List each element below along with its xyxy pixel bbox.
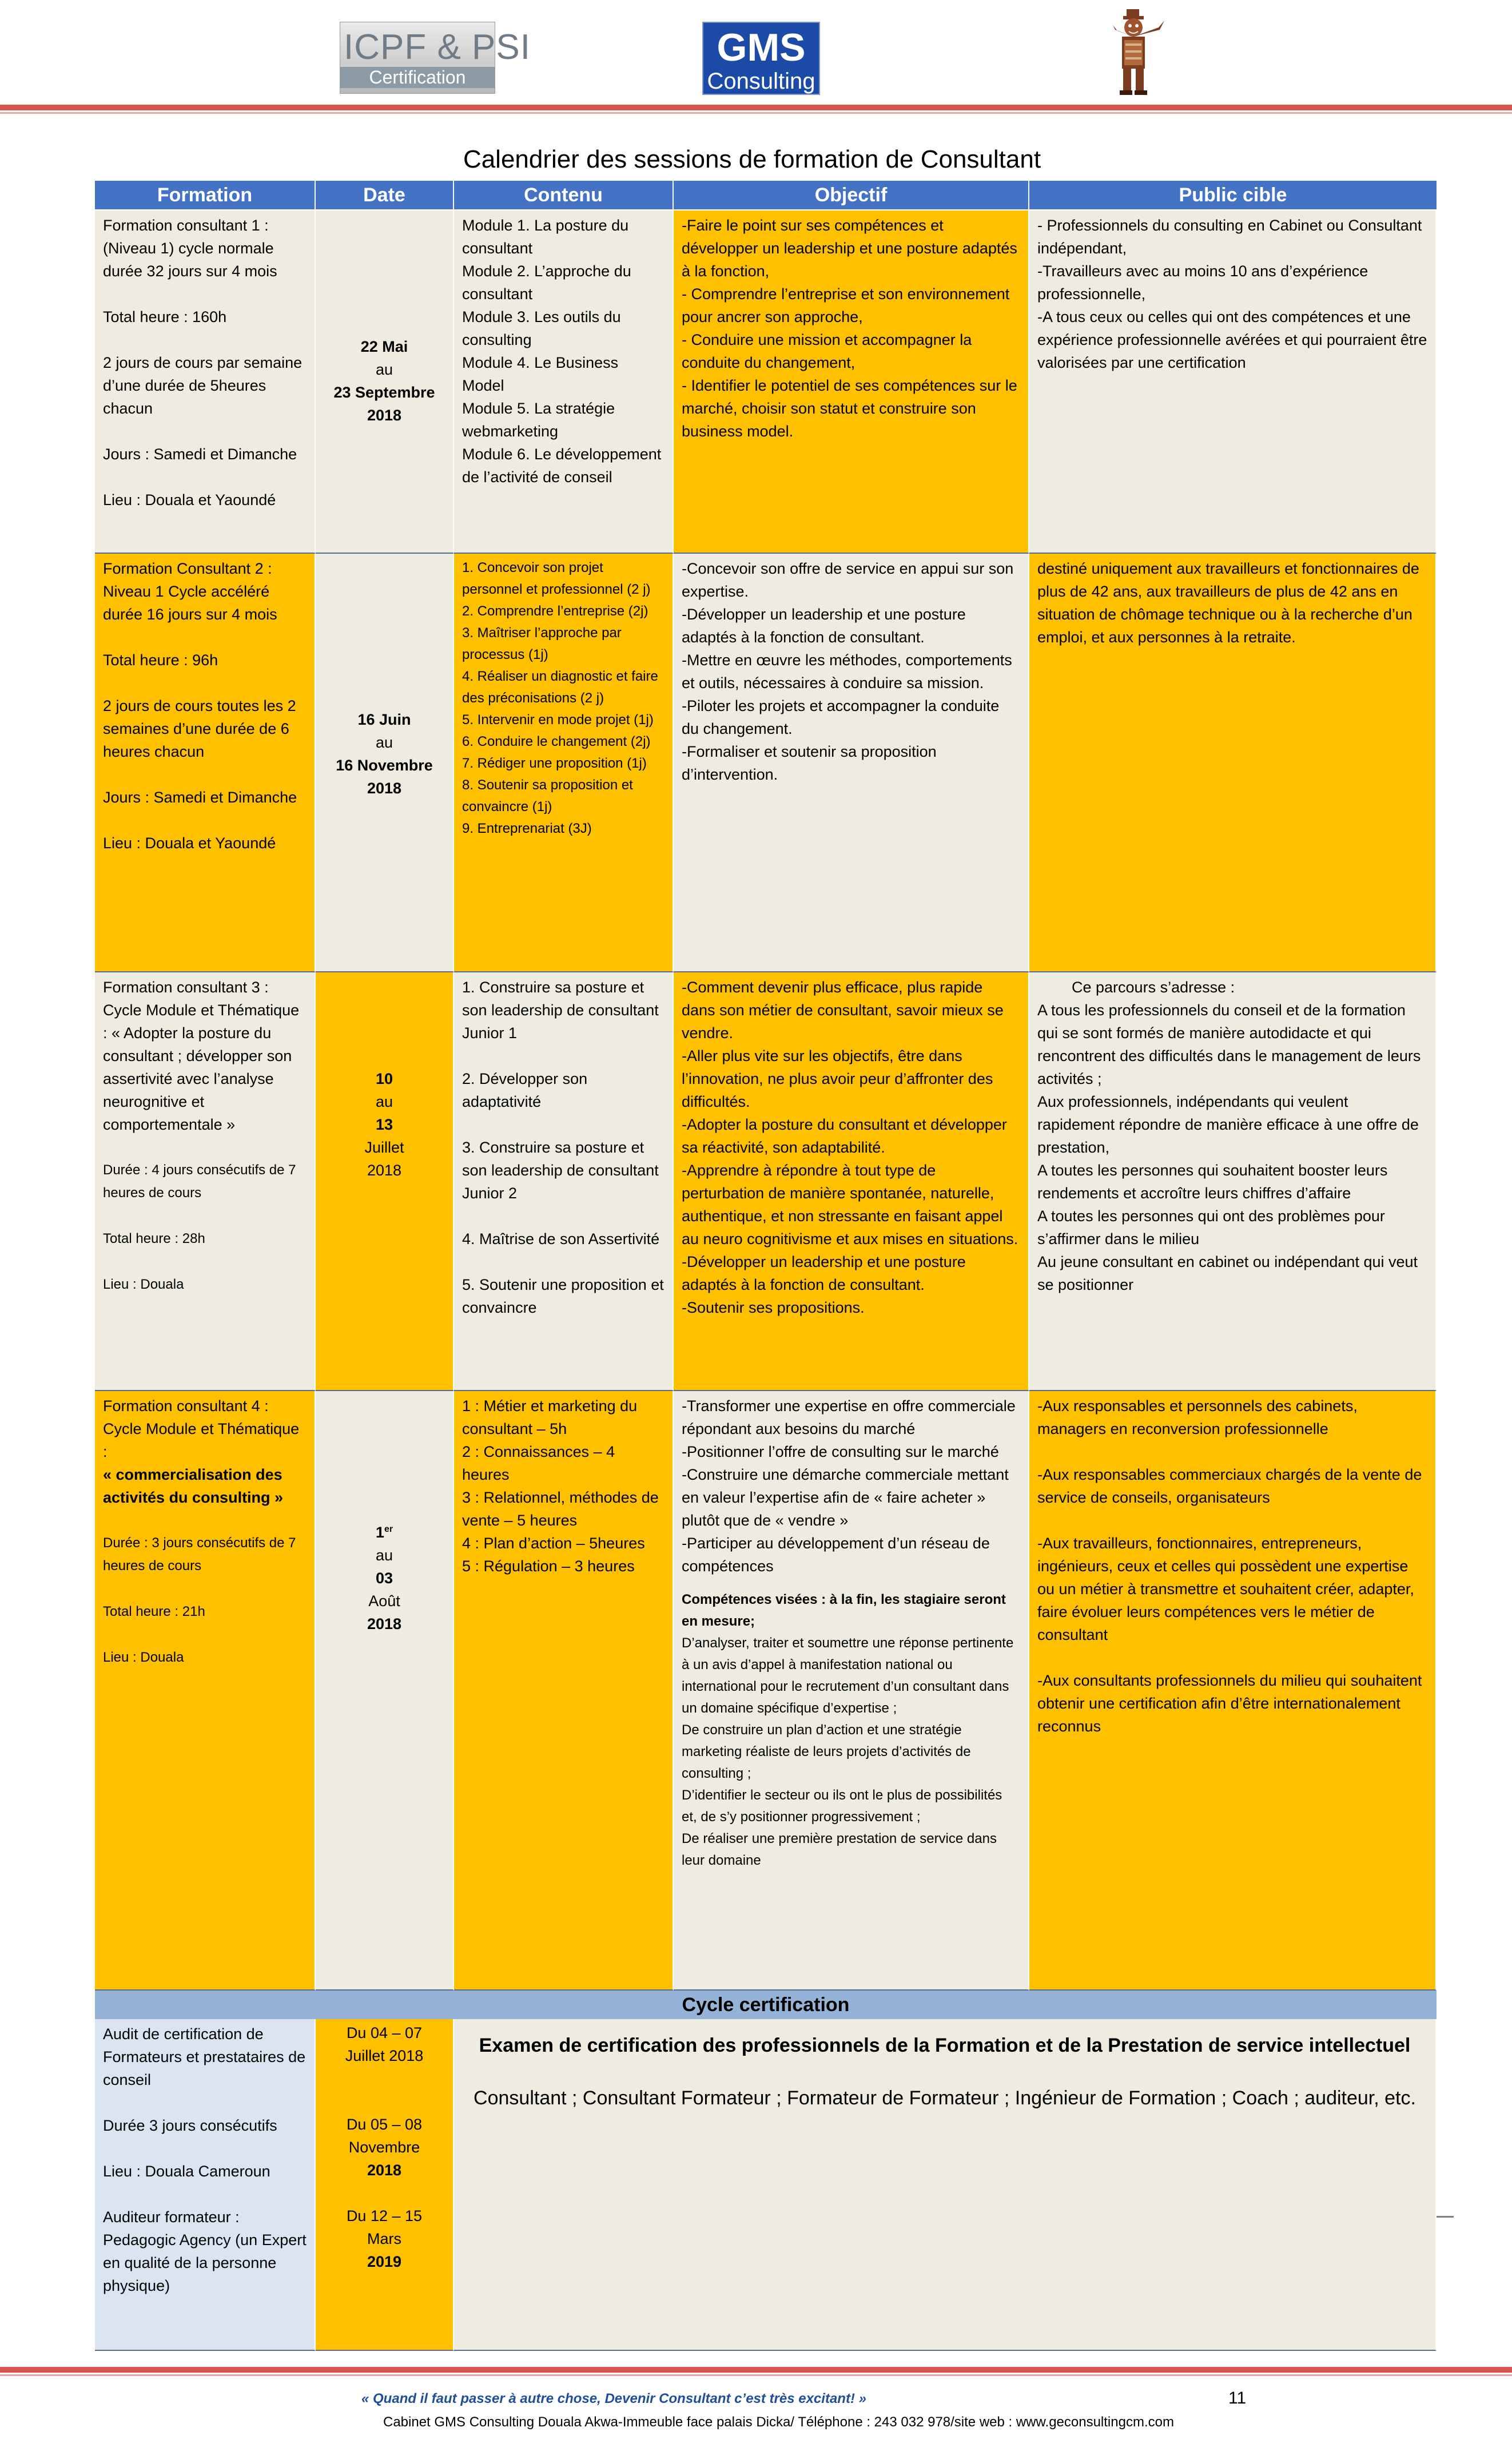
row4-module-1: 1 : Métier et marketing du consultant – 5h — [462, 1397, 638, 1437]
cycle-dates — [316, 2019, 454, 2351]
row1-formation-desc: Formation consultant 1 : (Niveau 1) cycle normale durée 32 jours sur 4 mois — [103, 217, 277, 280]
row2-objectif-5: -Formaliser et soutenir sa proposition d’intervention. — [682, 743, 937, 783]
col-header-contenu: Contenu — [454, 181, 674, 209]
row4-contenu — [454, 1391, 674, 1991]
row2-date-year: 2018 — [367, 780, 402, 797]
row1-date-end: 23 Septembre — [333, 384, 435, 401]
row4-objectif-4: -Participer au développement d’un réseau de compétences — [682, 1535, 990, 1575]
cycle-certification-band: Cycle certification — [95, 1991, 1437, 2019]
row2-objectif — [674, 554, 1029, 972]
row1-objectif-3: - Conduire une mission et accompagner la conduite du changement, — [682, 331, 972, 371]
row2-schedule: 2 jours de cours toutes les 2 semaines d’une durée de 6 heures chacun — [103, 697, 296, 760]
row4-date-au: au — [375, 1547, 393, 1564]
row3-public-2: Aux professionnels, indépendants qui veulent rapidement répondre de manière efficace à une offre de prestation, — [1037, 1093, 1419, 1156]
col-header-formation: Formation — [95, 181, 316, 209]
gms-logo-text: GMS — [717, 26, 806, 69]
row3-module-5: 5. Soutenir une proposition et convaincre — [462, 1276, 664, 1316]
footer-quote: « Quand il faut passer à autre chose, Devenir Consultant c’est très excitant! » — [361, 2391, 866, 2406]
row3-public-3: A toutes les personnes qui souhaitent booster leurs rendements et accroître leurs chiffres d’affaire — [1037, 1162, 1388, 1202]
row4-module-3: 3 : Relationnel, méthodes de vente – 5 heures — [462, 1489, 659, 1529]
row2-module-5: 5. Intervenir en mode projet (1j) — [462, 712, 654, 728]
row1-location: Lieu : Douala et Yaoundé — [103, 491, 276, 509]
header-rule — [0, 105, 1512, 110]
cycle-date-2-range: Du 05 – 08 — [346, 2116, 423, 2133]
row4-total-hours: Total heure : 21h — [103, 1604, 205, 1619]
row4-module-5: 5 : Régulation – 3 heures — [462, 1558, 635, 1575]
row3-public — [1029, 972, 1437, 1391]
row4-objectif — [674, 1391, 1029, 1991]
row4-public-3: -Aux travailleurs, fonctionnaires, entrepreneurs, ingénieurs, ceux et celles qui possèdent une expertise ou un métier à transmettre et souhaitent créer, adapter, faire évoluer leurs compétences vers le métier de consultant — [1037, 1535, 1414, 1643]
header-rule-thin — [0, 112, 1512, 114]
row1-public-1: - Professionnels du consulting en Cabinet ou Consultant indépendant, — [1037, 217, 1422, 257]
row4-public-4: -Aux consultants professionnels du milieu qui souhaitent obtenir une certification afin d’être internationalement reconnus — [1037, 1672, 1422, 1735]
cycle-date-3-range: Du 12 – 15 — [346, 2207, 423, 2224]
row1-module-3: Module 3. Les outils du consulting — [462, 308, 621, 348]
row2-date-au: au — [375, 734, 393, 751]
row1-objectif-1: -Faire le point sur ses compétences et développer un leadership et une posture adaptés à la fonction, — [682, 217, 1017, 280]
icpf-logo-subtext: Certification — [340, 67, 495, 88]
row2-module-3: 3. Maîtriser l’approche par processus (1j) — [462, 625, 622, 662]
row2-objectif-1: -Concevoir son offre de service en appui sur son expertise. — [682, 560, 1014, 600]
row1-date-au: au — [375, 361, 393, 378]
row1-total-hours: Total heure : 160h — [103, 308, 227, 325]
row2-formation — [95, 554, 316, 972]
cycle-date-3-year: 2019 — [367, 2253, 402, 2270]
row1-module-4: Module 4. Le Business Model — [462, 354, 619, 394]
row2-days: Jours : Samedi et Dimanche — [103, 789, 297, 806]
header-logos — [0, 0, 1512, 106]
row3-date-au: au — [375, 1093, 393, 1110]
row2-public — [1029, 554, 1437, 972]
row1-schedule: 2 jours de cours par semaine d’une durée de 5heures chacun — [103, 354, 303, 417]
row3-public-5: Au jeune consultant en cabinet ou indépendant qui veut se positionner — [1037, 1253, 1418, 1293]
cycle-date-3-month: Mars — [367, 2230, 401, 2247]
row4-public-2: -Aux responsables commerciaux chargés de la vente de service de conseils, organisateurs — [1037, 1466, 1422, 1506]
cycle-exam — [454, 2019, 1437, 2351]
gms-logo-subtext: Consulting — [707, 69, 815, 94]
row4-objectif-3: -Construire une démarche commerciale mettant en valeur l’expertise afin de « faire acheter » plutôt que de « vendre » — [682, 1466, 1009, 1529]
cycle-exam-title: Examen de certification des professionnels de la Formation et de la Prestation de service intellectuel — [479, 2035, 1411, 2056]
row2-module-6: 6. Conduire le changement (2j) — [462, 734, 651, 749]
row2-formation-desc: Formation Consultant 2 : Niveau 1 Cycle accéléré durée 16 jours sur 4 mois — [103, 560, 277, 623]
row1-public-2: -Travailleurs avec au moins 10 ans d’expérience professionnelle, — [1037, 263, 1368, 303]
row2-location: Lieu : Douala et Yaoundé — [103, 835, 276, 852]
row4-date-day: 1 — [375, 1524, 384, 1541]
row3-date-start: 10 — [375, 1070, 393, 1087]
row4-competence-1: D’analyser, traiter et soumettre une réponse pertinente à un avis d’appel à manifestation national ou international pour le recrutement d’un consultant dans un domaine spécifique d’expertise ; — [682, 1635, 1014, 1716]
row4-public — [1029, 1391, 1437, 1991]
row4-duration: Durée : 3 jours consécutifs de 7 heures de cours — [103, 1535, 296, 1574]
cycle-location: Lieu : Douala Cameroun — [103, 2163, 270, 2180]
row4-formation — [95, 1391, 316, 1991]
row2-module-7: 7. Rédiger une proposition (1j) — [462, 756, 647, 771]
row2-objectif-4: -Piloter les projets et accompagner la conduite du changement. — [682, 697, 1000, 737]
icpf-logo-text: ICPF & PSI — [344, 27, 531, 67]
cycle-duration: Durée 3 jours consécutifs — [103, 2117, 277, 2134]
row1-contenu — [454, 210, 674, 554]
row4-objectif-1: -Transformer une expertise en offre commerciale répondant aux besoins du marché — [682, 1397, 1016, 1437]
row3-objectif — [674, 972, 1029, 1391]
row4-date-month: Août — [368, 1592, 400, 1610]
footer-rule-thin — [0, 2374, 1512, 2376]
page-title: Calendrier des sessions de formation de Consultant — [463, 145, 1041, 173]
cycle-auditor: Auditeur formateur : Pedagogic Agency (un Expert en qualité de la personne physique) — [103, 2208, 307, 2294]
cycle-formation — [95, 2019, 316, 2351]
row1-objectif-2: - Comprendre l’entreprise et son environnement pour ancrer son approche, — [682, 285, 1010, 325]
row4-competence-2: De construire un plan d’action et une stratégie marketing réaliste de leurs projets d’activités de consulting ; — [682, 1722, 971, 1781]
row2-module-8: 8. Soutenir sa proposition et convaincre (1j) — [462, 777, 633, 815]
row3-formation — [95, 972, 316, 1391]
row3-objectif-5: -Développer un leadership et une posture adaptés à la fonction de consultant. — [682, 1253, 966, 1293]
row4-formation-desc: Formation consultant 4 : Cycle Module et Thématique : — [103, 1397, 300, 1460]
row2-objectif-2: -Développer un leadership et une posture adaptés à la fonction de consultant. — [682, 606, 966, 646]
row3-module-4: 4. Maîtrise de son Assertivité — [462, 1230, 660, 1248]
col-header-public: Public cible — [1029, 181, 1438, 209]
row4-public-1: -Aux responsables et personnels des cabinets, managers en reconversion professionnelle — [1037, 1397, 1358, 1437]
row4-module-2: 2 : Connaissances – 4 heures — [462, 1443, 615, 1483]
icpf-psi-logo — [340, 22, 531, 94]
cycle-formation-desc: Audit de certification de Formateurs et prestataires de conseil — [103, 2025, 306, 2088]
row1-public-3: -A tous ceux ou celles qui ont des compétences et une expérience professionnelle avérées et qui pourraient être valorisées par une certification — [1037, 308, 1427, 371]
cycle-date-1-range: Du 04 – 07 — [346, 2024, 423, 2041]
row3-date — [316, 972, 454, 1391]
row1-module-5: Module 5. La stratégie webmarketing — [462, 400, 615, 440]
row1-formation — [95, 210, 316, 554]
row1-date — [316, 210, 454, 554]
row2-total-hours: Total heure : 96h — [103, 651, 218, 669]
row3-date-year: 2018 — [367, 1162, 402, 1179]
row3-public-4: A toutes les personnes qui ont des problèmes pour s’affirmer dans le milieu — [1037, 1207, 1385, 1248]
row3-duration: Durée : 4 jours consécutifs de 7 heures de cours — [103, 1162, 296, 1201]
row2-date-start: 16 Juin — [357, 711, 411, 728]
row4-competence-4: De réaliser une première prestation de service dans leur domaine — [682, 1831, 997, 1868]
row3-date-month: Juillet — [364, 1139, 404, 1156]
row1-public — [1029, 210, 1437, 554]
row2-public-1: destiné uniquement aux travailleurs et fonctionnaires de plus de 42 ans, aux travailleurs de plus de 42 ans en situation de chômage technique ou à la recherche d’un emploi, et aux personnes à la retraite. — [1037, 560, 1419, 646]
row3-formation-desc: Formation consultant 3 : Cycle Module et Thématique : « Adopter la posture du consultant ; développer son assertivité avec l’analyse neurognitive et comportementale » — [103, 979, 300, 1133]
row4-formation-theme: « commercialisation des activités du consulting » — [103, 1466, 284, 1506]
row3-public-1: A tous les professionnels du conseil et de la formation qui se sont formés de manière autodidacte et qui rencontrent des difficultés dans le management de leurs activités ; — [1037, 1002, 1421, 1087]
row3-objectif-4: -Apprendre à répondre à tout type de perturbation de manière spontanée, naturelle, authentique, et non stressante en faisant appel au neuro cognitivisme et aux mises en situations. — [682, 1162, 1018, 1248]
side-rule — [1437, 2216, 1454, 2218]
row4-objectif-2: -Positionner l’offre de consulting sur le marché — [682, 1443, 999, 1460]
row4-competence-3: D’identifier le secteur ou ils ont le plus de possibilités et, de s’y positionner progressivement ; — [682, 1787, 1002, 1825]
row3-objectif-3: -Adopter la posture du consultant et développer sa réactivité, son adaptabilité. — [682, 1116, 1007, 1156]
row3-objectif-6: -Soutenir ses propositions. — [682, 1299, 865, 1316]
row2-date-end: 16 Novembre — [336, 757, 433, 774]
row2-module-1: 1. Concevoir son projet personnel et professionnel (2 j) — [462, 560, 651, 597]
gms-consulting-logo — [702, 22, 820, 95]
col-header-date: Date — [316, 181, 454, 209]
row4-module-4: 4 : Plan d’action – 5heures — [462, 1535, 645, 1552]
row4-date — [316, 1391, 454, 1991]
col-header-objectif: Objectif — [674, 181, 1029, 209]
row2-module-4: 4. Réaliser un diagnostic et faire des préconisations (2 j) — [462, 669, 658, 706]
row4-date-start — [324, 1518, 445, 1544]
footer-rule — [0, 2367, 1512, 2373]
row1-date-start: 22 Mai — [360, 338, 408, 355]
row1-date-year: 2018 — [367, 407, 402, 424]
row2-module-2: 2. Comprendre l’entreprise (2j) — [462, 603, 648, 619]
cycle-date-2-year: 2018 — [367, 2162, 402, 2179]
row1-objectif-4: - Identifier le potentiel de ses compétences sur le marché, choisir son statut et construire son business model. — [682, 377, 1017, 440]
row4-date-end: 03 — [375, 1570, 393, 1587]
row1-module-2: Module 2. L’approche du consultant — [462, 263, 631, 303]
row3-date-end: 13 — [375, 1116, 393, 1133]
row3-contenu — [454, 972, 674, 1391]
row3-module-1: 1. Construire sa posture et son leadership de consultant Junior 1 — [462, 979, 659, 1042]
row1-module-1: Module 1. La posture du consultant — [462, 217, 629, 257]
cycle-date-2-month: Novembre — [348, 2139, 420, 2156]
cycle-date-1-month: Juillet 2018 — [345, 2047, 424, 2064]
row3-public-intro: Ce parcours s’adresse : — [1072, 979, 1235, 996]
mascot-icon — [1111, 8, 1173, 100]
page-number: 11 — [1228, 2389, 1247, 2408]
row3-objectif-2: -Aller plus vite sur les objectifs, être dans l’innovation, ne plus avoir peur d’affronter des difficultés. — [682, 1047, 993, 1110]
row3-module-2: 2. Développer son adaptativité — [462, 1070, 588, 1110]
cycle-exam-body: Consultant ; Consultant Formateur ; Formateur de Formateur ; Ingénieur de Formation ; Coach ; auditeur, etc. — [474, 2087, 1416, 2109]
row3-objectif-1: -Comment devenir plus efficace, plus rapide dans son métier de consultant, savoir mieux se vendre. — [682, 979, 1004, 1042]
row1-days: Jours : Samedi et Dimanche — [103, 446, 297, 463]
row1-module-6: Module 6. Le développement de l’activité de conseil — [462, 446, 662, 486]
row4-competences-title: Compétences visées : à la fin, les stagiaire seront en mesure; — [682, 1592, 1006, 1629]
row4-date-year: 2018 — [367, 1615, 402, 1632]
footer-address: Cabinet GMS Consulting Douala Akwa-Immeuble face palais Dicka/ Téléphone : 243 032 978/site web : www.geconsultingcm.com — [383, 2414, 1174, 2430]
row2-date — [316, 554, 454, 972]
row2-contenu — [454, 554, 674, 972]
row4-date-ordinal: er — [384, 1524, 393, 1534]
row1-objectif — [674, 210, 1029, 554]
row3-module-3: 3. Construire sa posture et son leadership de consultant Junior 2 — [462, 1139, 659, 1202]
row2-objectif-3: -Mettre en œuvre les méthodes, comportements et outils, nécessaires à conduire sa mission. — [682, 651, 1012, 692]
row3-location: Lieu : Douala — [103, 1277, 184, 1292]
row4-location: Lieu : Douala — [103, 1650, 184, 1665]
row2-module-9: 9. Entreprenariat (3J) — [462, 821, 592, 836]
row3-total-hours: Total heure : 28h — [103, 1231, 205, 1246]
